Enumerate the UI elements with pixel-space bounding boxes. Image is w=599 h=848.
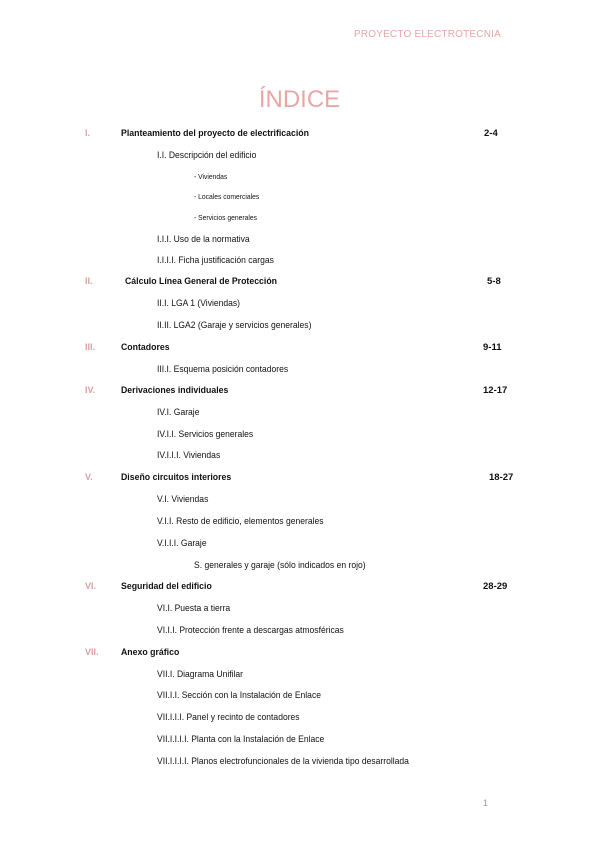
section-title: Seguridad del edificio — [121, 581, 212, 592]
toc-section-5 — [0, 472, 599, 486]
toc-item: VII.I. Diagrama Unifilar — [157, 669, 244, 680]
toc-item: II.II. LGA2 (Garaje y servicios generales) — [157, 320, 312, 331]
section-title: Contadores — [121, 342, 170, 353]
page-title: ÍNDICE — [258, 86, 341, 114]
toc-item: VI.I. Puesta a tierra — [157, 603, 231, 614]
page-number: 1 — [482, 798, 488, 808]
toc-item: I.I. Descripción del edificio — [157, 150, 257, 161]
section-pages: 9-11 — [483, 342, 502, 353]
section-title: Anexo gráfico — [121, 647, 180, 658]
toc-section-4 — [0, 385, 599, 399]
section-pages: 12-17 — [483, 385, 508, 396]
section-pages: 28-29 — [483, 581, 508, 592]
section-pages: 5-8 — [487, 276, 501, 287]
section-title: Derivaciones individuales — [121, 385, 229, 396]
toc-item: III.I. Esquema posición contadores — [157, 364, 289, 375]
section-number: VII. — [85, 647, 99, 657]
section-number: V. — [85, 472, 93, 482]
section-title: Diseño circuitos interiores — [121, 472, 232, 483]
section-pages: 2-4 — [484, 128, 498, 139]
section-number: II. — [85, 276, 93, 286]
toc-subitem: - Locales comerciales — [194, 192, 260, 201]
toc-item: V.I.I. Resto de edificio, elementos generales — [157, 516, 324, 527]
section-number: IV. — [85, 385, 96, 395]
section-title: Cálculo Línea General de Protección — [125, 276, 278, 287]
toc-item: VII.I.I. Sección con la Instalación de Enlace — [157, 690, 321, 701]
toc-item: VI.I.I. Protección frente a descargas atmosféricas — [157, 625, 344, 636]
section-pages: 18-27 — [489, 472, 514, 483]
toc-section-6 — [0, 581, 599, 595]
toc-subitem: - Servicios generales — [194, 213, 258, 222]
header-project-name: PROYECTO ELECTROTECNIA — [353, 29, 501, 40]
toc-item: VII.I.I.I. Panel y recinto de contadores — [157, 712, 300, 723]
section-number: I. — [85, 128, 91, 138]
section-title: Planteamiento del proyecto de electrificación — [121, 128, 309, 139]
toc-section-1 — [0, 128, 599, 142]
section-number: III. — [85, 342, 96, 352]
toc-item: I.I.I. Uso de la normativa — [157, 234, 250, 245]
toc-item: S. generales y garaje (sólo indicados en rojo) — [194, 560, 366, 571]
toc-item: II.I. LGA 1 (Viviendas) — [157, 298, 241, 309]
toc-item: IV.I. Garaje — [157, 407, 200, 418]
toc-item: VII.I.I.I.I. Planos electrofuncionales de la vivienda tipo desarrollada — [157, 756, 409, 767]
toc-item: V.I. Viviendas — [157, 494, 209, 505]
toc-item: VII.I.I.I.I. Planta con la Instalación de Enlace — [157, 734, 325, 745]
section-number: VI. — [85, 581, 97, 591]
toc-subitem: - Viviendas — [194, 172, 228, 181]
toc-item: IV.I.I. Servicios generales — [157, 429, 254, 440]
toc-section-2 — [0, 276, 599, 290]
toc-item: I.I.I.I. Ficha justificación cargas — [157, 255, 274, 266]
toc-section-7 — [0, 647, 599, 661]
toc-item: IV.I.I.I. Viviendas — [157, 450, 221, 461]
toc-item: V.I.I.I. Garaje — [157, 538, 207, 549]
toc-section-3 — [0, 342, 599, 356]
